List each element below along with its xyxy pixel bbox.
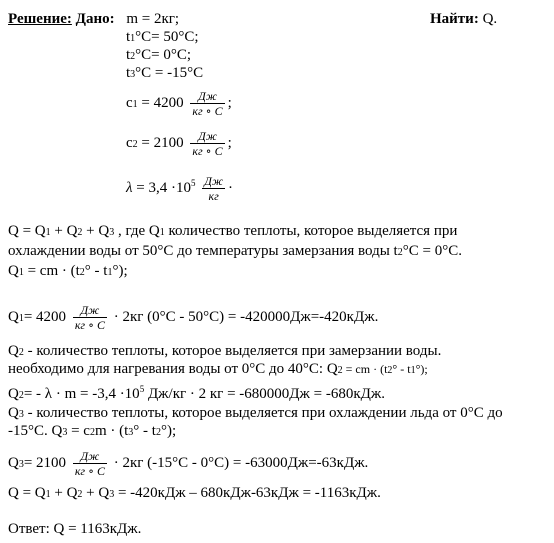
explanation-q3 (8, 404, 503, 424)
l5-q2: 2 (18, 347, 24, 358)
c1-idx: 1 (132, 99, 138, 110)
l3d: °); (112, 263, 128, 279)
l1d: , где Q (114, 223, 160, 239)
given-t3 (126, 64, 203, 84)
l1-q1b: 1 (159, 227, 165, 238)
l10-num: Дж (73, 449, 107, 464)
formula-total (8, 222, 457, 242)
lambda-fraction (202, 174, 225, 203)
l4a: Q (8, 309, 19, 325)
lambda-num: Дж (204, 174, 224, 189)
l8a: Q (8, 405, 19, 421)
given-lambda (126, 166, 233, 205)
l11c: + Q (82, 485, 110, 501)
find-line (430, 10, 497, 28)
l9e: °); (160, 423, 177, 439)
l11-q3: 3 (109, 489, 115, 500)
l4-q1: 1 (18, 313, 24, 324)
l3c: ° - t (84, 263, 108, 279)
given-mass: m = 2кг; (126, 11, 180, 27)
l9c: m · (t (94, 423, 129, 439)
l5b: - количество теплоты, которое выделяется при замерзании воды. (23, 343, 442, 359)
c1-sym: c (126, 95, 133, 111)
given-c1 (126, 86, 232, 122)
calc-q3 (8, 446, 368, 482)
l7-q2: 2 (18, 390, 24, 401)
l6-q2: 2 (337, 365, 343, 376)
l10-fraction (73, 449, 107, 478)
l2b: °С = 0°С. (402, 243, 462, 259)
t1-val: °С= 50°С; (135, 29, 199, 45)
l7b: = - λ · m = -3,4 ·10 (23, 386, 140, 402)
l1a: Q = Q (8, 223, 46, 239)
find-value: Q. (482, 11, 498, 27)
l6c: ° - t (392, 362, 411, 376)
lambda-sym: λ (126, 180, 133, 196)
l6a: необходимо для нагревания воды от 0°С до 40°С: Q (8, 361, 338, 377)
lambda-val: = 3,4 ·10 (136, 180, 191, 196)
l9a: -15°С. Q (8, 423, 63, 439)
given-t1 (126, 28, 199, 48)
l6-t2: 2 (387, 365, 393, 376)
l9-t3: 3 (128, 427, 134, 438)
header-line (8, 10, 179, 28)
solution-label: Решение: (8, 11, 72, 27)
l3-t2: 2 (79, 267, 85, 278)
explanation-q2 (8, 342, 441, 362)
l5a: Q (8, 343, 19, 359)
l6d: °); (415, 362, 428, 376)
calc-total (8, 484, 381, 504)
l1-q2: 2 (77, 227, 83, 238)
l9d: ° - t (133, 423, 156, 439)
lambda-end: · (228, 180, 234, 196)
explanation-heating (8, 360, 428, 380)
l3-t1: 1 (107, 267, 113, 278)
t2-idx: 2 (130, 51, 136, 62)
l6-t1: 1 (410, 365, 416, 376)
l4b: = 4200 (23, 309, 67, 325)
l8b: - количество теплоты, которое выделяется при охлаждении льда от 0°С до (23, 405, 503, 421)
l1b: + Q (50, 223, 78, 239)
l11b: + Q (50, 485, 78, 501)
lambda-den: кг (208, 189, 219, 204)
l7c: Дж/кг · 2 кг = -680000Дж = -680кДж. (144, 386, 385, 402)
formula-q3 (8, 422, 176, 442)
l11d: = -420кДж – 680кДж-63кДж = -1163кДж. (114, 485, 381, 501)
l9-c2: 2 (89, 427, 95, 438)
t2-sym: t (126, 47, 131, 63)
c1-end: ; (227, 95, 232, 111)
l4-fraction (73, 303, 107, 332)
t3-idx: 3 (130, 69, 136, 80)
calc-q1 (8, 300, 378, 336)
t1-sym: t (126, 29, 131, 45)
c1-val: = 4200 (141, 95, 184, 111)
calc-q2 (8, 380, 385, 405)
l8-q3: 3 (18, 409, 24, 420)
l1e: количество теплоты, которое выделяется при (164, 223, 458, 239)
l4-den: кг ∘ С (74, 318, 105, 333)
find-label: Найти: (430, 11, 479, 27)
answer: Ответ: Q = 1163кДж. (8, 521, 142, 537)
l1-q3: 3 (109, 227, 115, 238)
l4c: · 2кг (0°С - 50°С) = -420000Дж=-420кДж. (113, 309, 379, 325)
c2-num: Дж (190, 129, 224, 144)
c2-fraction (190, 129, 224, 158)
l3b: = cm · (t (23, 263, 80, 279)
l10b: = 2100 (23, 455, 67, 471)
l10a: Q (8, 455, 19, 471)
l1-q1: 1 (45, 227, 51, 238)
l10-den: кг ∘ С (74, 464, 105, 479)
l11a: Q = Q (8, 485, 46, 501)
l7-exp: 5 (139, 384, 145, 394)
given-c2 (126, 126, 232, 162)
l2a: охлаждении воды от 50°С до температуры замерзания воды t (8, 243, 398, 259)
c2-sym: c (126, 135, 133, 151)
l10c: · 2кг (-15°С - 0°С) = -63000Дж=-63кДж. (113, 455, 369, 471)
lambda-exp: 5 (190, 178, 196, 188)
c2-idx: 2 (132, 139, 138, 150)
l3-q1: 1 (18, 267, 24, 278)
l3a: Q (8, 263, 19, 279)
l9-t2: 2 (155, 427, 161, 438)
l9-q3: 3 (62, 427, 68, 438)
c1-fraction (190, 89, 224, 118)
t1-idx: 1 (130, 33, 136, 44)
t3-val: °С = -15°С (135, 65, 204, 81)
c1-den: кг ∘ С (192, 104, 223, 119)
l4-num: Дж (73, 303, 107, 318)
given-t2 (126, 46, 191, 66)
l11-q2: 2 (77, 489, 83, 500)
l11-q1: 1 (45, 489, 51, 500)
l10-q3: 3 (18, 459, 24, 470)
t2-val: °С= 0°С; (135, 47, 192, 63)
c2-end: ; (227, 135, 232, 151)
l9b: = c (67, 423, 90, 439)
c1-num: Дж (190, 89, 224, 104)
l2-t2: 2 (397, 247, 403, 258)
l7a: Q (8, 386, 19, 402)
c2-val: = 2100 (141, 135, 184, 151)
t3-sym: t (126, 65, 131, 81)
formula-q1 (8, 262, 128, 282)
l6b: = cm · (t (342, 362, 388, 376)
given-label: Дано: (75, 11, 115, 27)
l1c: + Q (82, 223, 110, 239)
c2-den: кг ∘ С (192, 144, 223, 159)
explanation-q1 (8, 242, 462, 262)
